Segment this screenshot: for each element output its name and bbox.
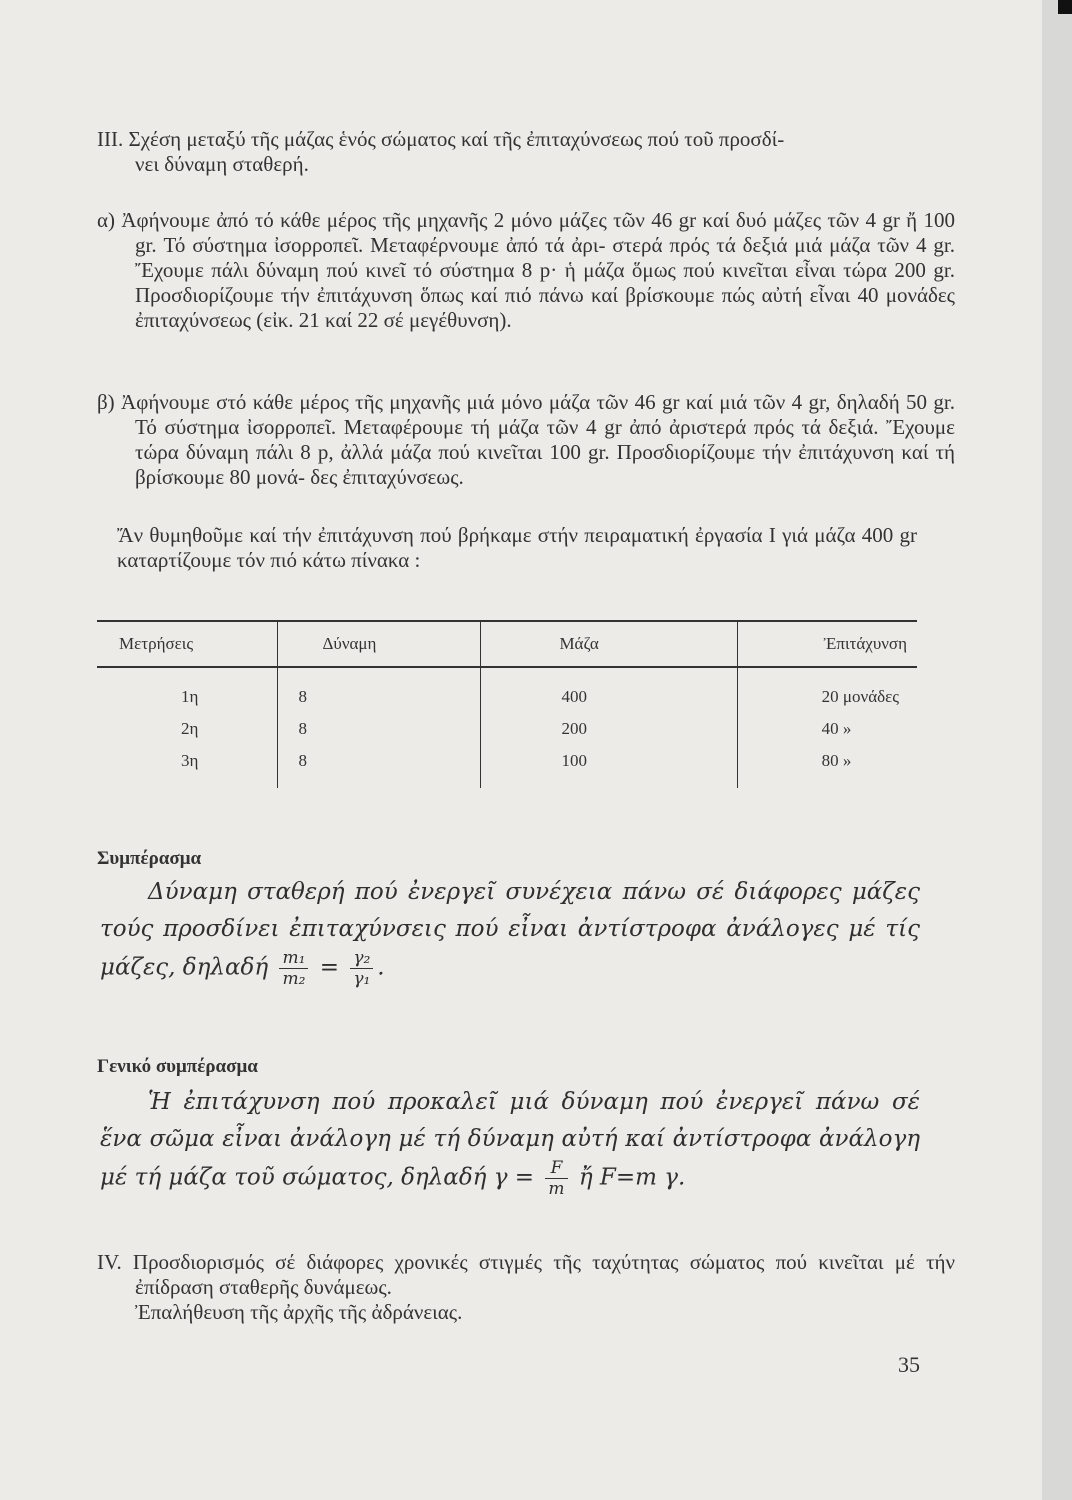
cell-measurement: 2η bbox=[181, 719, 199, 738]
page-number: 35 bbox=[898, 1352, 920, 1377]
conclusion-text: Δύναμη σταθερή πού ἐνεργεῖ συνέχεια πάνω σέ διάφορες μάζες τούς προσδίνει ἐπιταχύνσεις πού εἶναι ἀντίστροφα ἀνάλογες μέ τίς μάζες, δηλαδή $\frac{\text{m₁}}{\text{m₂}}$ = $\frac{\text{γ₂}}{\text{γ₁}}$ . bbox=[100, 879, 920, 989]
header-mass: Μάζα bbox=[481, 621, 737, 667]
fraction-force-mass: $\frac{F}{m}$ bbox=[545, 1158, 567, 1199]
conclusion-heading: Συμπέρασμα bbox=[97, 848, 202, 869]
table-row bbox=[97, 746, 917, 788]
fraction-masses: $\frac{\text{m₁}}{\text{m₂}}$ bbox=[279, 948, 308, 989]
table-row bbox=[97, 714, 917, 746]
cell-mass: 200 bbox=[481, 714, 737, 746]
table-row bbox=[97, 667, 917, 714]
page-edge bbox=[1042, 0, 1072, 1500]
results-table bbox=[97, 620, 917, 788]
cell-mass: 100 bbox=[481, 746, 737, 788]
header-force: Δύναμη bbox=[278, 621, 481, 667]
cell-measurement: 1η bbox=[181, 687, 199, 706]
cell-mass: 400 bbox=[481, 667, 737, 714]
cell-force: 8 bbox=[278, 746, 481, 788]
table-intro: Ἄν θυμηθοῦμε καί τήν ἐπιτάχυνση πού βρήκαμε στήν πειραματική ἐργασία Ι γιά μάζα 400 gr καταρτίζουμε τόν πιό κάτω πίνακα : bbox=[117, 523, 917, 572]
section-3-title: ΙΙΙ. Σχέση μεταξύ τῆς μάζας ἑνός σώματος καί τῆς ἐπιταχύνσεως πού τοῦ προσδί- νει δύναμη σταθερή. bbox=[97, 127, 785, 176]
general-conclusion-text: Ἡ ἐπιτάχυνση πού προκαλεῖ μιά δύναμη πού ἐνεργεῖ πάνω σέ ἕνα σῶμα εἶναι ἀνάλογη μέ τή δύναμη αὐτή καί ἀντίστροφα ἀνάλογη μέ τή μάζα τοῦ σώματος, δηλαδή γ = $\frac{F}{m}$ ἤ F=m γ. bbox=[100, 1089, 920, 1199]
cell-acceleration: 20 μονάδες bbox=[737, 667, 917, 714]
cell-acceleration: 80 » bbox=[737, 746, 917, 788]
section-4-line2: Ἐπαλήθευση τῆς ἀρχῆς τῆς ἀδράνειας. bbox=[135, 1300, 463, 1324]
table-header-row bbox=[97, 621, 917, 667]
fraction-accelerations: $\frac{\text{γ₂}}{\text{γ₁}}$ bbox=[350, 948, 373, 989]
cell-force: 8 bbox=[278, 667, 481, 714]
cell-acceleration: 40 » bbox=[737, 714, 917, 746]
cell-measurement: 3η bbox=[181, 751, 199, 770]
header-acceleration: Ἐπιτάχυνση bbox=[737, 621, 917, 667]
general-conclusion-heading: Γενικό συμπέρασμα bbox=[97, 1056, 258, 1077]
cell-force: 8 bbox=[278, 714, 481, 746]
header-measurements: Μετρήσεις bbox=[97, 621, 278, 667]
scan-corner-mark bbox=[1058, 0, 1072, 14]
paragraph-a: α) Ἀφήνουμε ἀπό τό κάθε μέρος τῆς μηχανῆς 2 μόνο μάζες τῶν 46 gr καί δυό μάζες τῶν 4 gr ἤ 100 gr. Τό σύστημα ἰσορροπεῖ. Μεταφέρνουμε ἀπό τά ἀρι- στερά πρός τά δεξιά μιά μάζα τῶν 4 gr. Ἔχουμε πάλι δύναμη πού κινεῖ τό σύστημα 8 p· ἡ μάζα ὅμως πού κινεῖται εἶναι τώρα 200 gr. Προσδιορίζουμε τήν ἐπιτάχυνση ὅπως καί πιό πάνω καί βρίσκουμε πώς αὐτή εἶναι 40 μονάδες ἐπιταχύνσεως (εἰκ. 21 καί 22 σέ μεγέθυνση). bbox=[97, 208, 955, 332]
section-4: IV. Προσδιορισμός σέ διάφορες χρονικές στιγμές τῆς ταχύτητας σώματος πού κινεῖται μέ τήν ἐπίδραση σταθερῆς δυνάμεως. bbox=[97, 1250, 955, 1299]
paragraph-b: β) Ἀφήνουμε στό κάθε μέρος τῆς μηχανῆς μιά μόνο μάζα τῶν 46 gr καί μιά τῶν 4 gr, δηλαδή 50 gr. Τό σύστημα ἰσορροπεῖ. Μεταφέρουμε τή μάζα τῶν 4 gr ἀπό ἀριστερά πρός τά δεξιά. Ἔχουμε τώρα δύναμη πάλι 8 p, ἀλλά μάζα πού κινεῖται 100 gr. Προσδιορίζουμε τήν ἐπιτάχυνση καί τή βρίσκουμε 80 μονά- δες ἐπιταχύνσεως. bbox=[97, 390, 955, 489]
